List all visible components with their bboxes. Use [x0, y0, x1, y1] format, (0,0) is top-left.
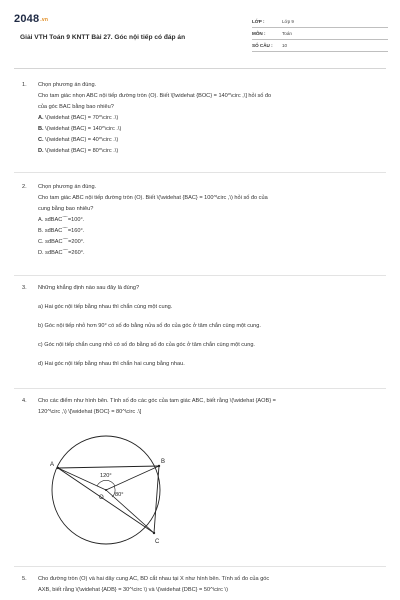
question-separator: [14, 275, 386, 276]
answer-option-d[interactable]: [38, 248, 382, 259]
question-text: Cho các điểm như hình bên. Tính số đo các góc của tam giác ABC, biết rằng \(\widehat {AOB} =: [38, 398, 276, 404]
meta-value: Lớp 9: [282, 19, 294, 24]
angle-aob-label: 120°: [100, 473, 112, 479]
point-o: [105, 489, 107, 491]
page-title: Giải VTH Toán 9 KNTT Bài 27. Góc nội tiếp có đáp án: [20, 34, 186, 41]
question-text: Chọn phương án đúng.: [38, 184, 97, 190]
option-label: A.: [38, 217, 44, 223]
option-label: D.: [38, 148, 44, 154]
question-5: [22, 574, 382, 596]
question-body: [38, 574, 382, 596]
document-header: [0, 0, 400, 62]
label-c: C: [155, 539, 160, 545]
option-text: \(\widehat {BAC} = 80^\circ .\): [45, 148, 119, 154]
option-label: A.: [38, 115, 44, 121]
option-label: B.: [38, 228, 44, 234]
point-a: [57, 467, 59, 469]
angle-boc-label: 80°: [115, 492, 124, 498]
question-separator: [14, 172, 386, 173]
meta-value: 10: [282, 43, 288, 48]
question-text: Cho tam giác ABC nội tiếp đường tròn (O). Biết \(\widehat {BAC} = 100^\circ ,\) hỏi số đo của: [38, 195, 268, 201]
segment-oa: [58, 468, 106, 490]
question-text: của góc BAC bằng bao nhiêu?: [38, 104, 114, 110]
option-text: \(\widehat {BAC} = 40^\circ .\): [45, 137, 119, 143]
answer-option-a[interactable]: [38, 215, 382, 226]
question-text: Cho đường tròn (O) và hai dây cung AC, BD cắt nhau tại X như hình bên. Tính số đo của góc: [38, 576, 270, 582]
question-separator: [14, 388, 386, 389]
option-text: sđBAC⌒=200°.: [45, 239, 85, 245]
option-label: C.: [38, 137, 44, 143]
meta-row-subject: [252, 28, 388, 40]
question-number: 1.: [22, 82, 27, 88]
geometry-diagram: [44, 430, 184, 560]
answer-option-b[interactable]: [38, 124, 382, 135]
question-3: [22, 283, 382, 370]
meta-label: MÔN :: [252, 31, 266, 36]
question-body: [38, 182, 382, 259]
question-text: AXB, biết rằng \(\widehat {ADB} = 30^\circ \) và \(\widehat {DBC} = 50^\circ \): [38, 587, 228, 593]
point-b: [158, 465, 160, 467]
answer-option-c[interactable]: [38, 135, 382, 146]
question-body: [38, 80, 382, 157]
header-divider: [14, 68, 386, 69]
question-text: Cho tam giác nhọn ABC nội tiếp đường tròn (O). Biết \[\widehat {BOC} = 140^\circ ,\] hỏi số đo: [38, 93, 272, 99]
point-c: [153, 532, 155, 534]
question-text: Chọn phương án đúng.: [38, 82, 97, 88]
option-text: sđBAC⌒=260°.: [45, 250, 85, 256]
option-text: \(\widehat {BAC} = 70^\circ .\): [45, 115, 119, 121]
label-o: O: [99, 495, 104, 501]
question-separator: [14, 566, 386, 567]
meta-label: SỐ CÂU :: [252, 43, 273, 48]
option-text: sđBAC⌒=100°.: [44, 217, 85, 223]
meta-row-class: [252, 16, 388, 28]
question-number: 3.: [22, 285, 27, 291]
answer-option-d[interactable]: [38, 146, 382, 157]
question-text: Những khẳng định nào sau đây là đúng?: [38, 285, 140, 291]
question-number: 5.: [22, 576, 27, 582]
option-text: \(\widehat {BAC} = 140^\circ .\): [45, 126, 122, 132]
option-label: D.: [38, 250, 44, 256]
answer-option-c[interactable]: [38, 237, 382, 248]
question-body: [38, 396, 382, 418]
option-label: B.: [38, 126, 44, 132]
question-number: 4.: [22, 398, 27, 404]
statement-d[interactable]: d) Hai góc nội tiếp bằng nhau thì chắn hai cung bằng nhau.: [38, 361, 185, 367]
question-2: [22, 182, 382, 259]
question-number: 2.: [22, 184, 27, 190]
question-text: cung bằng bao nhiêu?: [38, 206, 94, 212]
meta-value: Toán: [282, 31, 292, 36]
answer-option-a[interactable]: [38, 113, 382, 124]
question-body: [38, 283, 382, 370]
statement-c[interactable]: c) Góc nội tiếp chắn cung nhỏ có số đo bằng số đo của góc ở tâm chắn cùng một cung.: [38, 342, 255, 348]
option-label: C.: [38, 239, 44, 245]
segment-oc: [106, 490, 154, 533]
statement-b[interactable]: b) Góc nội tiếp nhỏ hơn 90° có số đo bằng nửa số đo của góc ở tâm chắn cùng một cung.: [38, 323, 261, 329]
label-a: A: [50, 462, 55, 468]
question-1: [22, 80, 382, 157]
meta-table: [252, 16, 388, 52]
site-logo[interactable]: 2048.vn: [14, 13, 49, 25]
meta-row-count: [252, 40, 388, 52]
question-4: [22, 396, 382, 418]
answer-option-b[interactable]: [38, 226, 382, 237]
meta-label: LỚP :: [252, 19, 265, 24]
arc-aob: [97, 480, 115, 486]
statement-a[interactable]: a) Hai góc nội tiếp bằng nhau thì chắn cùng một cung.: [38, 304, 173, 310]
question-text: 120^\circ ,\) \[\widehat {BOC} = 80^\circ .\]: [38, 409, 142, 415]
circle-figure: [44, 430, 184, 560]
option-text: sđBAC⌒=160°.: [44, 228, 85, 234]
label-b: B: [161, 459, 166, 465]
